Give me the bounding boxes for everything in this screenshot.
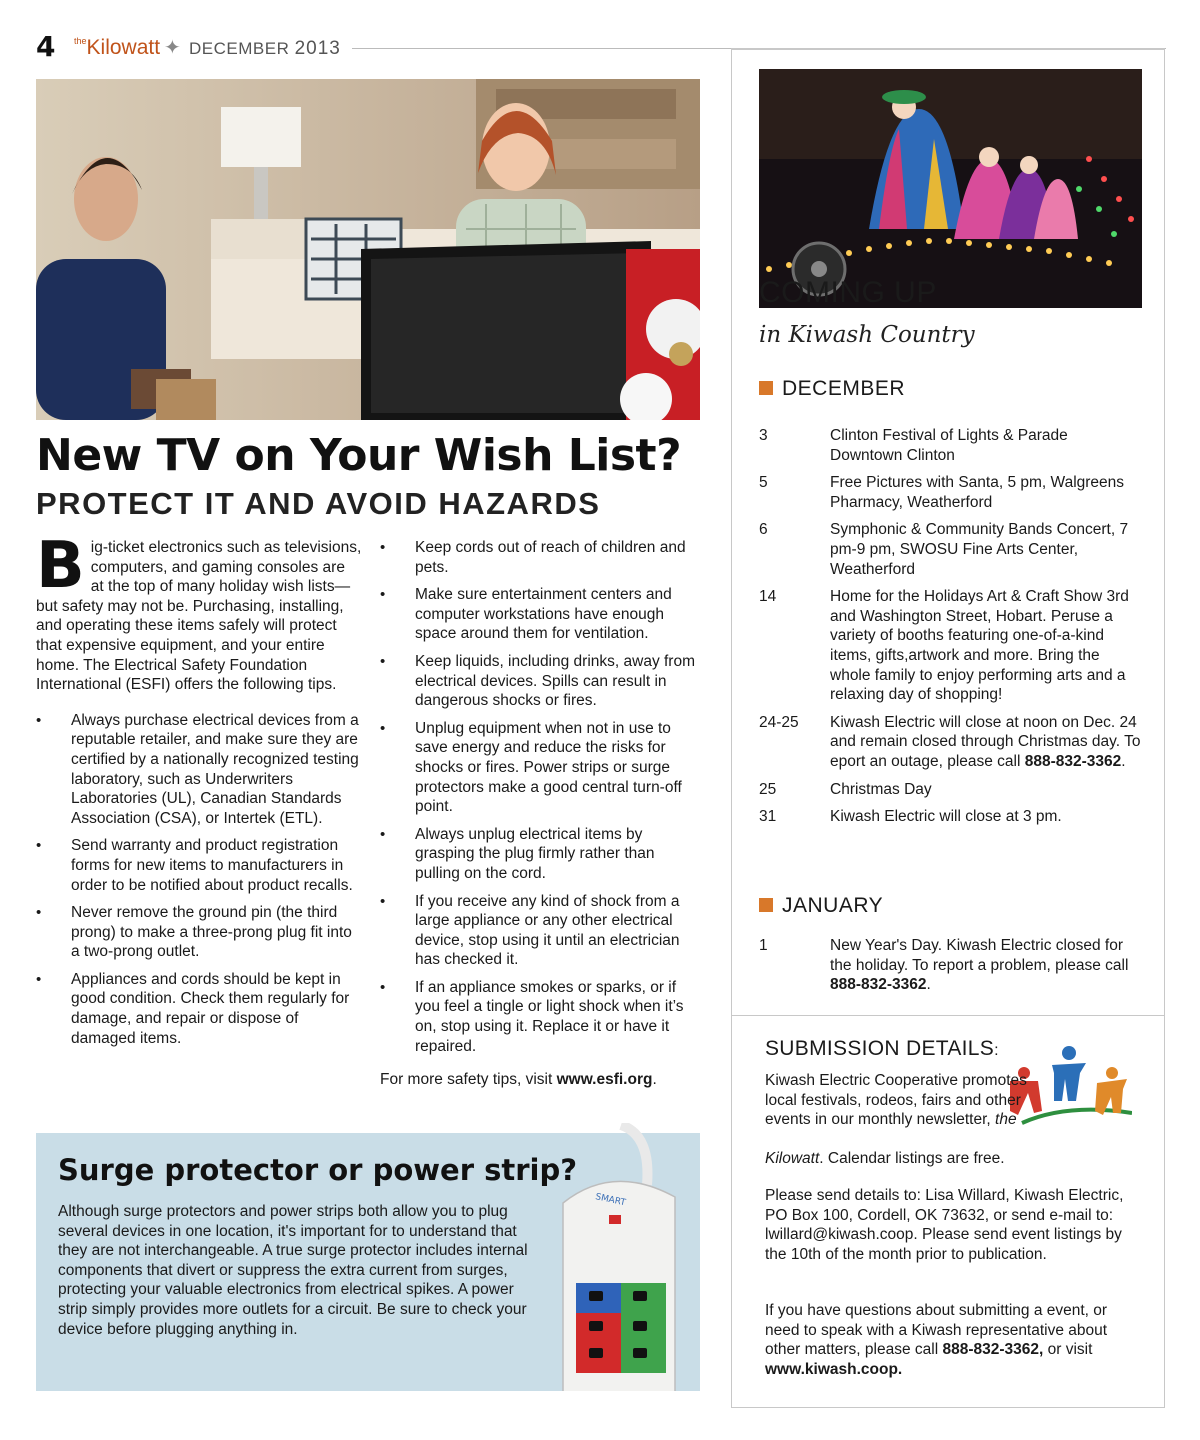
list-item: • Always unplug electrical items by grasping the plug firmly rather than pulling on the cord. [380, 825, 702, 884]
list-item: • Never remove the ground pin (the third prong) to make a three-prong plug fit into a two-prong outlet. [36, 903, 362, 962]
issue-date [189, 38, 341, 60]
surge-text: Although surge protectors and power strips both allow you to plug several devices in one location, it's important for to understand that they are not interchangeable. A true surge protector includes internal components that divert or suppress the extra current from surges, protecting your valuable electronics from electrical spikes. A power strip simply provides more outlets for a circuit. Be sure to check your device before plugging anything in. [58, 1203, 528, 1338]
list-item: • Appliances and cords should be kept in good condition. Check them regularly for damage, and repair or dispose of damaged items. [36, 970, 362, 1048]
tips-list-right [380, 538, 702, 1056]
event-desc [830, 713, 1143, 772]
list-item [759, 520, 1143, 579]
event-desc: Christmas Day [830, 780, 932, 798]
event-date: 31 [759, 808, 777, 826]
surge-title: Surge protector or power strip? [58, 1153, 578, 1187]
submission-p3-text: If you have questions about submitting a event, or need to speak with a Kiwash representative about other matters, please call [765, 1302, 1108, 1359]
orange-square-icon [759, 898, 773, 912]
article-column-left [36, 529, 362, 1056]
event-desc: Home for the Holidays Art & Craft Show 3rd and Washington Street, Hobart. Peruse a variety of booths featuring one-of-a-kind items, gifts,artwork and more. Bring the whole family to enjoy performing arts and a relaxing day of shopping! [830, 588, 1129, 704]
brand-prefix: the [74, 36, 87, 46]
hero-photo [36, 79, 700, 420]
coming-up-subtitle: in Kiwash Country [759, 322, 975, 348]
event-desc-tail: . [926, 976, 931, 994]
phone-number: 888-832-3362 [1024, 752, 1122, 770]
submission-paragraph-1-end [765, 1149, 1145, 1169]
issue-month: DECEMBER [189, 39, 290, 58]
submission-paragraph-2: Please send details to: Lisa Willard, Kiwash Electric, PO Box 100, Cordell, OK 73632, or send e-mail to: lwillard@kiwash.coop. Please send event listings by the 10th of the month prior to publication. [765, 1187, 1124, 1263]
event-desc [830, 936, 1143, 995]
orange-square-icon [759, 381, 773, 395]
list-item [759, 713, 1143, 772]
event-date: 3 [759, 427, 768, 444]
submission-p1-italic: the [995, 1111, 1017, 1129]
brand-text: Kilowatt [86, 36, 161, 59]
event-desc-text: New Year's Day. Kiwash Electric closed for the holiday. To report a problem, please call [830, 937, 1129, 974]
event-desc: Kiwash Electric will close at 3 pm. [830, 808, 1062, 826]
parade-illustration [759, 69, 1142, 308]
january-events [759, 936, 1143, 1003]
list-item [759, 807, 1143, 827]
list-item: • Always purchase electrical devices from a reputable retailer, and make sure they are certified by a nationally recognized testing laboratory, such as Underwriters Laboratories (UL), Canadian Standards Association (CSA), or Intertek (ETL). [36, 711, 362, 829]
submission-kilowatt-italic: Kilowatt [765, 1150, 820, 1167]
article-intro [36, 529, 362, 695]
event-desc: Clinton Festival of Lights & Parade Downtown Clinton [830, 427, 1068, 464]
coming-up-title: COMING UP [759, 276, 937, 309]
event-date: 14 [759, 588, 777, 606]
article-column-right [380, 538, 702, 1090]
phone-number: 888-832-3362 [830, 976, 927, 994]
event-date: 5 [759, 474, 768, 492]
list-item [759, 780, 1143, 800]
hero-illustration [36, 79, 700, 420]
esfi-link[interactable]: www.esfi.org [556, 1071, 653, 1089]
list-item [759, 426, 1143, 465]
list-item: • Send warranty and product registration forms for new items to manufacturers in order to be notified about product recalls. [36, 836, 362, 895]
panel-divider [732, 1015, 1164, 1016]
event-desc: Free Pictures with Santa, 5 pm, Walgreens Pharmacy, Weatherford [830, 474, 1125, 511]
list-item: • If an appliance smokes or sparks, or if you feel a tingle or light shock when it’s on, stop using it. Replace it or have it repaired. [380, 978, 702, 1056]
list-item: • If you receive any kind of shock from a large appliance or any other electrical device, stop using it until an electrician has checked it. [380, 892, 702, 970]
more-tips [380, 1070, 702, 1090]
star-icon: ✦ [164, 35, 181, 59]
drop-cap: B [36, 529, 85, 603]
power-strip-icon [551, 1123, 691, 1391]
list-item [759, 587, 1143, 705]
more-tips-suffix: . [652, 1071, 657, 1089]
list-item [759, 936, 1143, 995]
list-item [759, 473, 1143, 512]
event-date: 25 [759, 780, 777, 798]
tips-list-left [36, 711, 362, 1049]
december-events [759, 426, 1143, 835]
list-item: • Unplug equipment when not in use to save energy and reduce the risks for shocks or fires. Power strips or surge protectors make a good central turn-off point. [380, 719, 702, 817]
list-item: • Keep cords out of reach of children and pets. [380, 538, 702, 577]
month-label: DECEMBER [782, 377, 906, 400]
month-heading-december [759, 377, 905, 401]
event-desc-tail: . [1121, 752, 1126, 770]
surge-protector-box [36, 1133, 700, 1391]
page-number: 4 [36, 30, 56, 63]
submission-paragraph-3 [765, 1301, 1145, 1379]
intro-text: ig-ticket electronics such as televisions, computers, and gaming consoles are at the top of many holiday wish lists—but safety may not be. Purchasing, installing, and operating these items safely will protect that expensive equipment, and your entire home. The Electrical Safety Foundation International (ESFI) offers the following tips. [36, 539, 362, 694]
event-desc: Symphonic & Community Bands Concert, 7 pm-9 pm, SWOSU Fine Arts Center, Weatherford [830, 521, 1129, 578]
brand-name [74, 36, 160, 60]
month-heading-january [759, 894, 883, 918]
submission-p1b-text: . Calendar listings are free. [819, 1150, 1005, 1167]
event-date: 6 [759, 521, 768, 539]
month-label: JANUARY [782, 894, 884, 917]
article-subtitle: PROTECT IT AND AVOID HAZARDS [36, 486, 601, 521]
submission-p3-mid: or visit [1043, 1341, 1093, 1359]
list-item: • Make sure entertainment centers and computer workstations have enough space around them for ventilation. [380, 585, 702, 644]
parade-photo [759, 69, 1142, 308]
submission-title-colon: : [994, 1042, 999, 1059]
more-tips-prefix: For more safety tips, visit [380, 1071, 557, 1089]
phone-number: 888-832-3362, [942, 1341, 1044, 1359]
list-item: • Keep liquids, including drinks, away from electrical devices. Spills can result in dangerous shocks or fires. [380, 652, 702, 711]
kiwash-link[interactable]: www.kiwash.coop. [765, 1360, 903, 1378]
coming-up-panel [731, 48, 1165, 1408]
submission-paragraph-1 [765, 1071, 1037, 1130]
device-label: SMART [594, 1192, 627, 1209]
event-date: 1 [759, 937, 768, 954]
event-desc-text: Kiwash Electric will close at noon on Dec. 24 and remain closed through Christmas day. To eport an outage, please call [830, 713, 1141, 770]
article-title: New TV on Your Wish List? [36, 430, 682, 481]
issue-year: 2013 [294, 38, 341, 59]
submission-p1-text: Kiwash Electric Cooperative promotes local festivals, rodeos, fairs and other events in our monthly newsletter, [765, 1072, 1027, 1129]
submission-title [765, 1037, 999, 1061]
submission-title-text: SUBMISSION DETAILS [765, 1037, 995, 1060]
event-date: 24-25 [759, 713, 799, 731]
